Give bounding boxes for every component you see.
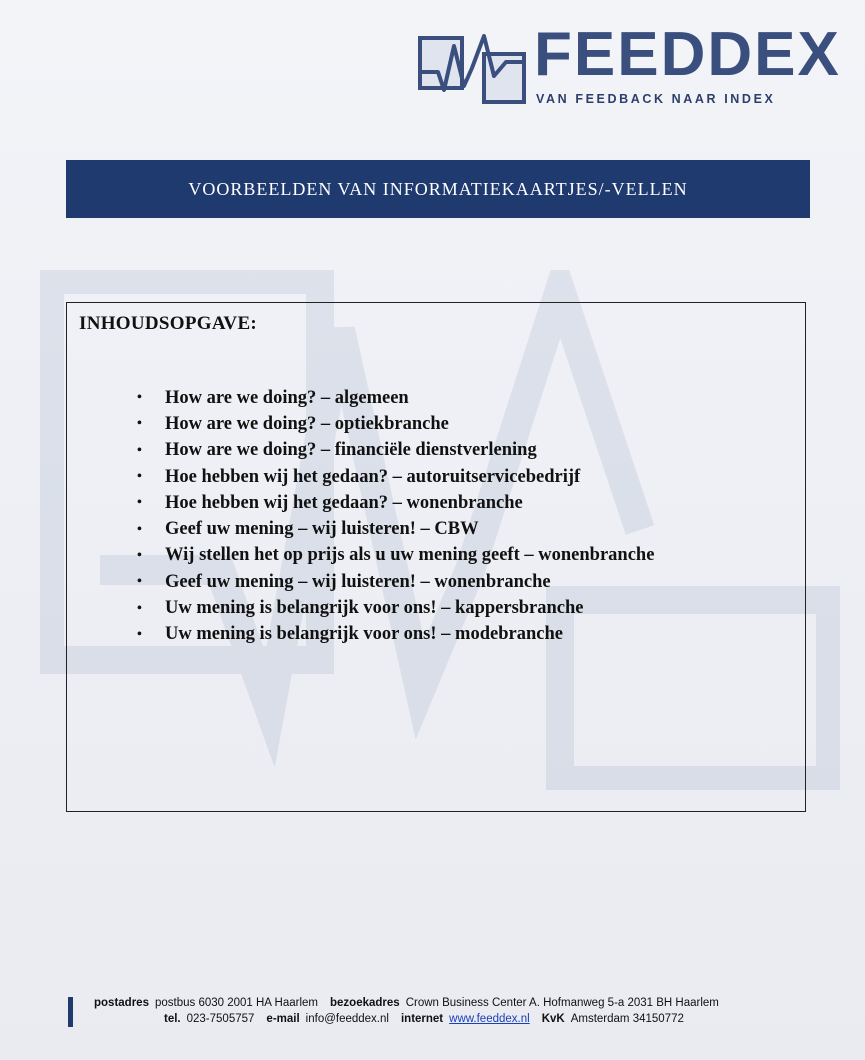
list-item: [137, 595, 654, 621]
postadres-label: postadres: [94, 997, 149, 1009]
feeddex-logo-mark-icon: [418, 32, 526, 104]
toc-heading: INHOUDSOPGAVE:: [79, 313, 258, 334]
feeddex-logo: [418, 20, 841, 110]
title-banner: [66, 160, 810, 218]
bullet-icon: •: [137, 469, 142, 485]
list-item: [137, 490, 654, 516]
list-item: [137, 543, 654, 569]
list-item-label: Geef uw mening – wij luisteren! – CBW: [165, 519, 479, 540]
bullet-icon: •: [137, 495, 142, 511]
website-link[interactable]: www.feeddex.nl: [449, 1013, 530, 1025]
email-label: e-mail: [266, 1013, 300, 1025]
postadres-value: postbus 6030 2001 HA Haarlem: [154, 997, 318, 1009]
list-item: [137, 622, 654, 648]
bullet-icon: •: [137, 574, 142, 590]
kvk-value: Amsterdam 34150772: [570, 1013, 684, 1025]
bullet-icon: •: [137, 547, 142, 563]
footer-accent-bar: [68, 997, 73, 1027]
bezoekadres-label: bezoekadres: [330, 997, 400, 1009]
list-item-label: Hoe hebben wij het gedaan? – autoruitservicebedrijf: [165, 466, 581, 487]
bezoekadres-value: Crown Business Center A. Hofmanweg 5-a 2031 BH Haarlem: [405, 997, 719, 1009]
list-item: [137, 385, 654, 411]
bullet-icon: •: [137, 626, 142, 642]
logo-wordmark: FEEDDEX: [534, 20, 841, 89]
tel-value: 023-7505757: [186, 1013, 255, 1025]
list-item: [137, 438, 654, 464]
list-item-label: Wij stellen het op prijs als u uw mening geeft – wonenbranche: [165, 545, 655, 566]
bullet-icon: •: [137, 442, 142, 458]
logo-tagline: VAN FEEDBACK NAAR INDEX: [536, 92, 776, 106]
bullet-icon: •: [137, 521, 142, 537]
bullet-icon: •: [137, 600, 142, 616]
footer-line-contact: [164, 1013, 684, 1025]
list-item-label: Uw mening is belangrijk voor ons! – kappersbranche: [165, 598, 584, 619]
list-item-label: Geef uw mening – wij luisteren! – wonenbranche: [165, 571, 551, 592]
bullet-icon: •: [137, 416, 142, 432]
bullet-icon: •: [137, 390, 142, 406]
email-value: info@feeddex.nl: [305, 1013, 389, 1025]
toc-box: [66, 302, 806, 812]
list-item: [137, 411, 654, 437]
kvk-label: KvK: [541, 1013, 565, 1025]
list-item-label: How are we doing? – algemeen: [165, 387, 409, 408]
tel-label: tel.: [164, 1013, 181, 1025]
list-item-label: How are we doing? – financiële dienstverlening: [165, 440, 537, 461]
banner-title: VOORBEELDEN VAN INFORMATIEKAARTJES/-VELLEN: [188, 178, 688, 199]
list-item-label: Uw mening is belangrijk voor ons! – modebranche: [165, 624, 563, 645]
list-item: [137, 464, 654, 490]
toc-list: [137, 385, 654, 648]
list-item: [137, 516, 654, 542]
footer: [66, 995, 826, 1031]
list-item-label: How are we doing? – optiekbranche: [165, 413, 449, 434]
list-item-label: Hoe hebben wij het gedaan? – wonenbranche: [165, 492, 523, 513]
internet-label: internet: [400, 1013, 444, 1025]
list-item: [137, 569, 654, 595]
footer-line-address: [94, 997, 719, 1009]
